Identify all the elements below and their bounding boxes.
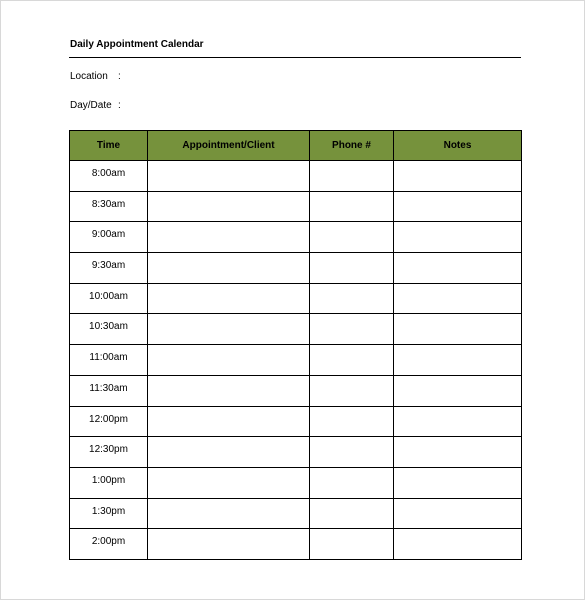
table-row — [70, 161, 522, 192]
table-row — [70, 222, 522, 253]
time-cell: 10:00am — [70, 283, 148, 314]
day-date-field — [70, 100, 121, 111]
phone-cell[interactable] — [310, 467, 394, 498]
column-header-notes: Notes — [394, 131, 522, 161]
table-body — [70, 161, 522, 560]
phone-cell[interactable] — [310, 345, 394, 376]
appointment-client-cell[interactable] — [148, 253, 310, 284]
table-row — [70, 498, 522, 529]
title-underline — [69, 57, 521, 58]
column-header-appointment-client: Appointment/Client — [148, 131, 310, 161]
notes-cell[interactable] — [394, 191, 522, 222]
document-title: Daily Appointment Calendar — [70, 39, 204, 50]
time-cell: 9:00am — [70, 222, 148, 253]
appointment-client-cell[interactable] — [148, 467, 310, 498]
table-row — [70, 345, 522, 376]
table-header-row — [70, 131, 522, 161]
notes-cell[interactable] — [394, 529, 522, 560]
appointment-client-cell[interactable] — [148, 437, 310, 468]
column-header-time: Time — [70, 131, 148, 161]
notes-cell[interactable] — [394, 345, 522, 376]
phone-cell[interactable] — [310, 314, 394, 345]
location-label: Location — [70, 71, 108, 82]
appointment-client-cell[interactable] — [148, 161, 310, 192]
time-cell: 11:30am — [70, 375, 148, 406]
notes-cell[interactable] — [394, 161, 522, 192]
table-row — [70, 191, 522, 222]
table-row — [70, 406, 522, 437]
notes-cell[interactable] — [394, 283, 522, 314]
phone-cell[interactable] — [310, 253, 394, 284]
appointment-client-cell[interactable] — [148, 375, 310, 406]
table-row — [70, 314, 522, 345]
notes-cell[interactable] — [394, 375, 522, 406]
time-cell: 12:00pm — [70, 406, 148, 437]
time-cell: 8:00am — [70, 161, 148, 192]
column-header-phone: Phone # — [310, 131, 394, 161]
location-colon: : — [118, 71, 121, 82]
appointment-client-cell[interactable] — [148, 498, 310, 529]
time-cell: 1:00pm — [70, 467, 148, 498]
notes-cell[interactable] — [394, 437, 522, 468]
table-row — [70, 467, 522, 498]
appointment-table — [69, 130, 522, 560]
notes-cell[interactable] — [394, 222, 522, 253]
location-field — [70, 71, 121, 82]
notes-cell[interactable] — [394, 314, 522, 345]
phone-cell[interactable] — [310, 498, 394, 529]
appointment-client-cell[interactable] — [148, 345, 310, 376]
time-cell: 2:00pm — [70, 529, 148, 560]
appointment-client-cell[interactable] — [148, 222, 310, 253]
appointment-client-cell[interactable] — [148, 314, 310, 345]
phone-cell[interactable] — [310, 283, 394, 314]
phone-cell[interactable] — [310, 406, 394, 437]
time-cell: 10:30am — [70, 314, 148, 345]
time-cell: 9:30am — [70, 253, 148, 284]
table-row — [70, 529, 522, 560]
phone-cell[interactable] — [310, 375, 394, 406]
time-cell: 8:30am — [70, 191, 148, 222]
appointment-client-cell[interactable] — [148, 191, 310, 222]
day-date-label: Day/Date — [70, 100, 112, 111]
time-cell: 11:00am — [70, 345, 148, 376]
appointment-client-cell[interactable] — [148, 406, 310, 437]
time-cell: 1:30pm — [70, 498, 148, 529]
phone-cell[interactable] — [310, 161, 394, 192]
table-row — [70, 253, 522, 284]
phone-cell[interactable] — [310, 529, 394, 560]
table-row — [70, 375, 522, 406]
notes-cell[interactable] — [394, 253, 522, 284]
notes-cell[interactable] — [394, 406, 522, 437]
notes-cell[interactable] — [394, 467, 522, 498]
table-row — [70, 437, 522, 468]
phone-cell[interactable] — [310, 191, 394, 222]
phone-cell[interactable] — [310, 222, 394, 253]
appointment-client-cell[interactable] — [148, 529, 310, 560]
day-date-colon: : — [118, 100, 121, 111]
phone-cell[interactable] — [310, 437, 394, 468]
time-cell: 12:30pm — [70, 437, 148, 468]
appointment-client-cell[interactable] — [148, 283, 310, 314]
notes-cell[interactable] — [394, 498, 522, 529]
table-row — [70, 283, 522, 314]
